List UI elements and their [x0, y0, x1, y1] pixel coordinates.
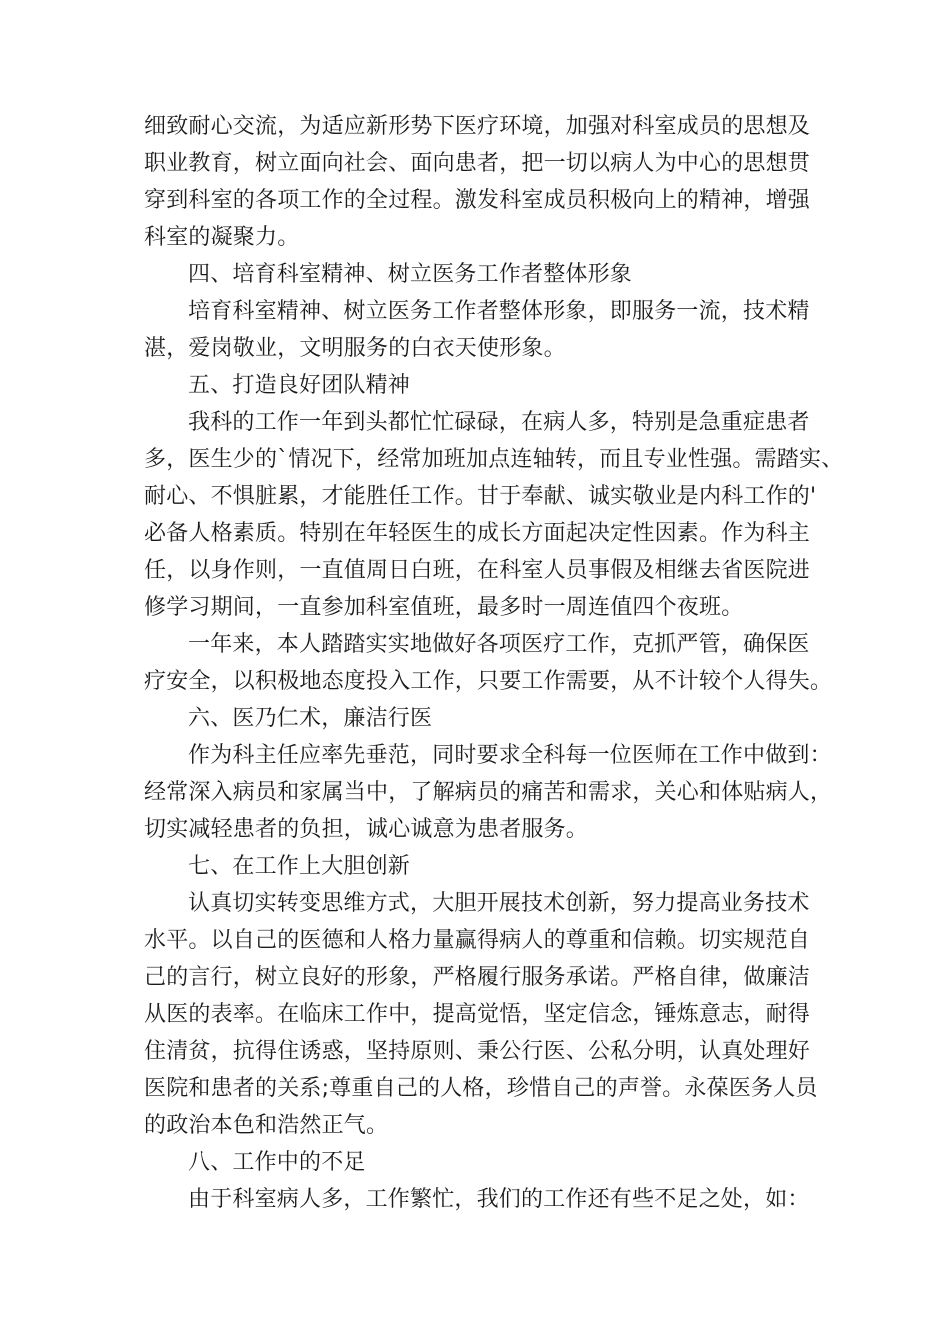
document-body — [144, 108, 844, 1218]
paragraph-line: 切实减轻患者的负担，诚心诚意为患者服务。 — [144, 817, 589, 842]
paragraph-line: 医院和患者的关系;尊重自己的人格，珍惜自己的声誉。永葆医务人员 — [144, 1076, 818, 1101]
paragraph-line: 经常深入病员和家属当中，了解病员的痛苦和需求，关心和体贴病人， — [144, 780, 833, 805]
paragraph-line: 住清贫，抗得住诱惑，坚持原则、秉公行医、公私分明，认真处理好 — [144, 1039, 811, 1064]
paragraph-line: 水平。以自己的医德和人格力量赢得病人的尊重和信赖。切实规范自 — [144, 928, 811, 953]
paragraph-line: 作为科主任应率先垂范，同时要求全科每一位医师在工作中做到： — [188, 743, 832, 768]
paragraph-line: 必备人格素质。特别在年轻医生的成长方面起决定性因素。作为科主 — [144, 521, 811, 546]
paragraph-line: 由于科室病人多，工作繁忙，我们的工作还有些不足之处，如： — [188, 1187, 810, 1212]
paragraph-line: 湛，爱岗敬业，文明服务的白衣天使形象。 — [144, 336, 566, 361]
paragraph-line: 任，以身作则，一直值周日白班，在科室人员事假及相继去省医院进 — [144, 558, 811, 583]
paragraph-line: 认真切实转变思维方式，大胆开展技术创新，努力提高业务技术 — [188, 891, 810, 916]
paragraph-line: 多，医生少的`情况下，经常加班加点连轴转，而且专业性强。需踏实、 — [144, 447, 844, 472]
section-heading: 七、在工作上大胆创新 — [188, 854, 411, 879]
paragraph-line: 细致耐心交流，为适应新形势下医疗环境，加强对科室成员的思想及 — [144, 114, 811, 139]
paragraph-line: 一年来，本人踏踏实实地做好各项医疗工作，克抓严管，确保医 — [188, 632, 810, 657]
paragraph-line: 的政治本色和浩然正气。 — [144, 1113, 389, 1138]
paragraph-line: 耐心、不惧脏累，才能胜任工作。甘于奉献、诚实敬业是内科工作的' — [144, 484, 817, 509]
section-heading: 六、医乃仁术，廉洁行医 — [188, 706, 433, 731]
paragraph-line: 穿到科室的各项工作的全过程。激发科室成员积极向上的精神，增强 — [144, 188, 811, 213]
paragraph-line: 己的言行，树立良好的形象，严格履行服务承诺。严格自律，做廉洁 — [144, 965, 811, 990]
paragraph-line: 科室的凝聚力。 — [144, 225, 300, 250]
paragraph-line: 疗安全，以积极地态度投入工作，只要工作需要，从不计较个人得失。 — [144, 669, 833, 694]
section-heading: 五、打造良好团队精神 — [188, 373, 411, 398]
paragraph-line: 培育科室精神、树立医务工作者整体形象，即服务一流，技术精 — [188, 299, 810, 324]
paragraph-line: 修学习期间，一直参加科室值班，最多时一周连值四个夜班。 — [144, 595, 744, 620]
section-heading: 八、工作中的不足 — [188, 1150, 366, 1175]
paragraph-line: 我科的工作一年到头都忙忙碌碌，在病人多，特别是急重症患者 — [188, 410, 810, 435]
paragraph-line: 职业教育，树立面向社会、面向患者，把一切以病人为中心的思想贯 — [144, 151, 811, 176]
paragraph-line: 从医的表率。在临床工作中，提高觉悟，坚定信念，锤炼意志，耐得 — [144, 1002, 811, 1027]
section-heading: 四、培育科室精神、树立医务工作者整体形象 — [188, 262, 633, 287]
